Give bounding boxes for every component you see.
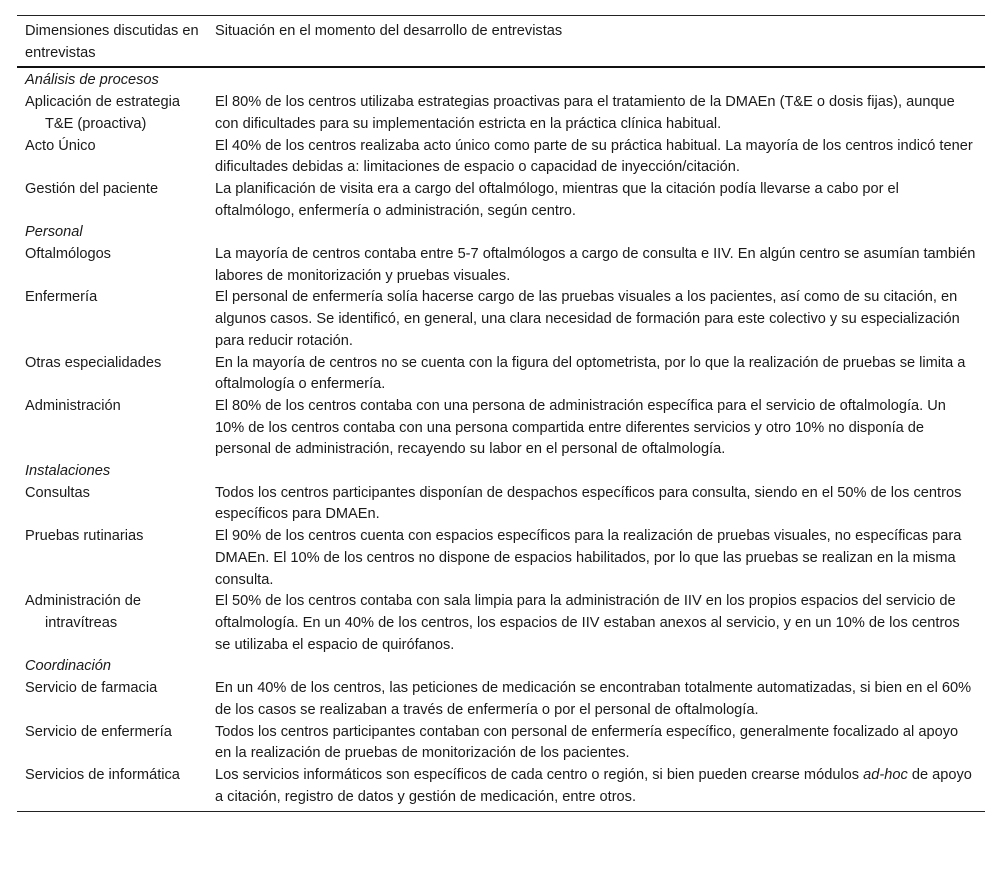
section-title: Personal (25, 224, 83, 241)
section-title: Análisis de procesos (25, 72, 159, 89)
section-title: Instalaciones (25, 463, 111, 480)
table-row (17, 722, 985, 765)
section-row (17, 656, 985, 678)
situation-text-part: de apoyo a citación, registro de datos y gestión de medicación, entre otros. (215, 766, 972, 805)
situation-cell: En un 40% de los centros, las peticiones de medicación se encontraban totalmente automatizadas, si bien en el 60% de los casos se realizaban a través de enfermería o por el personal de oftalmología. (215, 680, 972, 718)
table-row (17, 396, 985, 461)
dimension-cell: Servicio de enfermería (25, 723, 172, 740)
situation-cell: El 80% de los centros utilizaba estrategias proactivas para el tratamiento de la DMAEn (T&E o dosis fijas), aunque con dificultades para su implementación estricta en la práctica clínica habitual. (215, 94, 955, 132)
situation-cell: La mayoría de centros contaba entre 5-7 oftalmólogos a cargo de consulta e IIV. En algún centro se asumían también labores de monitorización y pruebas visuales. (215, 246, 976, 284)
table-row (17, 765, 985, 812)
header-situation: Situación en el momento del desarrollo de entrevistas (207, 16, 985, 68)
table-row (17, 92, 985, 135)
table-row (17, 244, 985, 287)
situation-cell: El personal de enfermería solía hacerse cargo de las pruebas visuales a los pacientes, así como de su citación, en algunos casos. Se identificó, en general, una clara necesidad de formación para este colectivo y su especialización para reducir rotación. (215, 289, 960, 349)
dimension-cell: Pruebas rutinarias (25, 528, 144, 545)
dimension-cell: Gestión del paciente (25, 180, 159, 197)
dimension-cell: Acto Único (25, 137, 96, 154)
table-row (17, 179, 985, 222)
section-row (17, 222, 985, 244)
situation-cell: El 80% de los centros contaba con una persona de administración específica para el servicio de oftalmología. Un 10% de los centros contaba con una persona compartida entre diferentes servicios y otro 10% no disponía de personal de administración, recayendo su labor en el personal de oftalmología. (215, 397, 946, 458)
table-header-row (17, 16, 985, 68)
table-row (17, 287, 985, 352)
table-row (17, 591, 985, 656)
section-row (17, 67, 985, 92)
section-title: Coordinación (25, 658, 111, 675)
situation-cell (207, 765, 985, 812)
situation-text-part: ad-hoc (863, 766, 908, 783)
results-table (17, 15, 985, 812)
table-row (17, 678, 985, 721)
situation-cell: En la mayoría de centros no se cuenta con la figura del optometrista, por lo que la realización de pruebas se limita a oftalmología o enfermería. (215, 354, 966, 393)
dimension-cell: Servicios de informática (25, 766, 180, 783)
situation-cell: La planificación de visita era a cargo del oftalmólogo, mientras que la citación podía llevarse a cabo por el oftalmólogo, enfermería o administración, según centro. (215, 180, 899, 219)
table-row (17, 353, 985, 396)
situation-cell: El 40% de los centros realizaba acto único como parte de su práctica habitual. La mayoría de los centros indicó tener dificultades debidas a: limitaciones de espacio o capacidad de inyección/citación. (215, 137, 973, 176)
table-row (17, 136, 985, 179)
situation-cell: El 90% de los centros cuenta con espacios específicos para la realización de pruebas visuales, no específicas para DMAEn. El 10% de los centros no dispone de espacios habilitados, por lo que las pruebas se realizan en la misma consulta. (215, 528, 962, 588)
situation-cell: Todos los centros participantes disponían de despachos específicos para consulta, siendo en el 50% de los centros específicos para DMAEn. (215, 484, 962, 523)
situation-cell: El 50% de los centros contaba con sala limpia para la administración de IIV en los propios espacios del servicio de oftalmología. En un 40% de los centros, los espacios de IIV estaban anexos al servicio, y en un 10% de los centros se utilizaba el espacio de quirófanos. (215, 593, 960, 653)
dimension-cell: Administración (25, 397, 121, 414)
situation-cell: Todos los centros participantes contaban con personal de enfermería específico, generalmente focalizado al apoyo en la realización de pruebas de monitorización de los pacientes. (215, 723, 959, 762)
dimension-cell: Otras especialidades (25, 354, 162, 371)
situation-text-part: Los servicios informáticos son específicos de cada centro o región, si bien pueden crearse módulos (215, 766, 864, 783)
dimension-cell: Servicio de farmacia (25, 680, 158, 697)
section-row (17, 461, 985, 483)
dimension-cell: Enfermería (25, 289, 98, 306)
dimension-cell: Oftalmólogos (25, 246, 111, 263)
header-dimensions: Dimensiones discutidas en entrevistas (17, 16, 207, 68)
dimension-cell: Consultas (25, 484, 90, 501)
table-row (17, 483, 985, 526)
dimension-cell: Administración de intravítreas (25, 593, 141, 631)
table-row (17, 526, 985, 591)
dimension-cell: Aplicación de estrategia T&E (proactiva) (25, 94, 180, 132)
